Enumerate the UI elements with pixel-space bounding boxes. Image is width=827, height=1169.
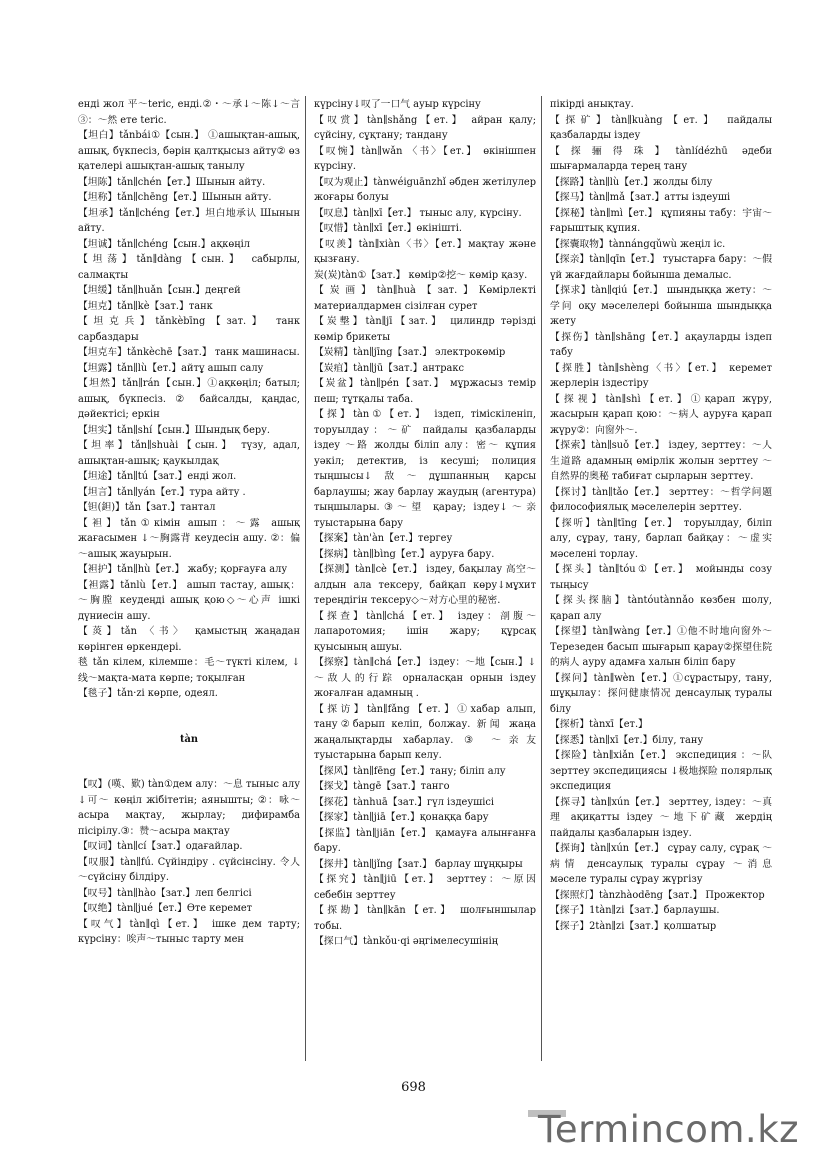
- dictionary-entry: 【探求】tàn∥qiú【ет.】 шындыққа жету：～学问 оқу мәселелері бойынша шындыққа жету: [550, 285, 772, 327]
- dictionary-entry: 【菼】tǎn 〈书〉 қамыстың жаңадан көрінген өркендері.: [78, 626, 300, 653]
- dictionary-entry: 【炭疽】tàn∥jū【зат.】антракс: [314, 362, 464, 374]
- dictionary-entry: 【探秘】tàn∥mì【ет.】 құпияны табу：宇宙～ғарыштық құпия.: [550, 207, 772, 234]
- dictionary-entry: 【坦克车】tǎnkèchē【зат.】 танк машинасы.: [78, 347, 300, 358]
- dictionary-entry: 【坦途】tǎn∥tú【зат.】енді жол.: [78, 471, 237, 482]
- dictionary-entry: 【叹号】tàn∥hào【зат.】леп белгісі: [78, 887, 252, 899]
- page-number: 698: [401, 1080, 426, 1095]
- dictionary-entry: 【坦露】tǎn∥lù【ет.】айтұ ашып салу: [78, 362, 264, 374]
- section-heading: tàn: [180, 733, 198, 745]
- dictionary-entry: 【探照灯】tànzhàodēng【зат.】 Прожектор: [550, 889, 765, 901]
- dictionary-entry: 【坦克兵】tǎnkèbīng【зат.】 танк сарбаздары: [78, 316, 300, 343]
- dictionary-entry: 【炭画】tàn∥huà【зат.】Көмірлекті материалдармен сізілған сурет: [314, 285, 536, 312]
- dictionary-entry: 【探马】tàn∥mǎ【зат.】атты іздеуші: [550, 192, 731, 203]
- dictionary-entry: 【探询】tàn∥xún【ет.】 сұрау салу, сұрақ ～病情 денсаулық туралы сұрау ～消息 мәселе туралы сұрау жүргізу: [550, 843, 772, 885]
- dictionary-entry: 【探病】tàn∥bìng【ет.】ауруға бару.: [314, 548, 495, 560]
- dictionary-entry: 【探骊得珠】tànlídézhū әдеби шығармаларда терең тану: [550, 145, 772, 172]
- dictionary-entry: 【袒】tǎn①кімін ашып：～露 ашық жағасымен ↓～胸露背 кеудесін ашу. ②：偏～ашық жауырын.: [78, 517, 300, 560]
- dictionary-entry: 【探悉】tàn∥xī【ет.】білу, тану: [550, 734, 704, 746]
- dictionary-column-2: [314, 97, 536, 1060]
- dictionary-entry: 【钽(鉭)】tǎn【зат.】тантал: [78, 502, 216, 513]
- dictionary-column-3: [550, 97, 772, 1060]
- dictionary-entry: 【探伤】tàn∥shāng【ет.】ақауларды іздеп табу: [550, 331, 772, 358]
- dictionary-entry: 【坦然】tǎn∥rán【сын.】①ақкөңіл; батыл; ашық, бүкпесіз. ② байсалды, қаңдас, дәйектісі; еркін: [78, 378, 300, 420]
- dictionary-entry: 【探子】2tàn∥zi【зат.】қолшатыр: [550, 920, 717, 932]
- dictionary-entry: 【炭盆】tàn∥pén【зат.】 мұржасыз темір пеш; тұтқалы таба.: [314, 378, 536, 405]
- dictionary-entry: 【探花】tànhuā【зат.】гүл іздеушісі: [314, 796, 494, 808]
- dictionary-entry: 【袒护】tǎn∥hù【ет.】 жабу; қорғауға алу: [78, 564, 288, 575]
- dictionary-entry: 【探视】tàn∥shì【ет.】①қарап жүру, жасырын қарап қою：～病人 ауруға қарап жүру②：向窗外～.: [550, 393, 772, 436]
- dictionary-entry: 【探戈】tàngē【зат.】танго: [314, 781, 450, 792]
- dictionary-entry: 【探望】tàn∥wàng【ет.】①他不时地向窗外～Терезеден басып шығарып қарау②探望住院的病人 ауру адамға халын біліп бару: [550, 626, 772, 668]
- dictionary-entry: 【探案】tàn'àn【ет.】тергеу: [314, 533, 453, 544]
- dictionary-entry: 炭(炭)tàn①【зат.】 көмір②挖～ көмір қазу.: [314, 269, 528, 281]
- dictionary-entry: 【毯子】tǎn·zi көрпе, одеял.: [78, 688, 218, 699]
- dictionary-entry: 【探监】tàn∥jiān【ет.】 қамауға алынғанға бару.: [314, 827, 536, 854]
- dictionary-entry: 【探寻】tàn∥xún【ет.】 зерттеу, іздеу：～真理 ақиқатты іздеу ～地下矿藏 жердің пайдалы қазбаларын іздеу.: [550, 796, 772, 839]
- dictionary-entry: 【探子】1tàn∥zi【зат.】барлаушы.: [550, 905, 720, 916]
- dictionary-entry: 【探析】tànxī【ет.】: [550, 719, 648, 730]
- dictionary-entry: 【炭精】tàn∥jīng【зат.】 электрокөмір: [314, 347, 506, 358]
- dictionary-entry: 【袒露】tǎnlù【ет.】 ашып тастау, ашық：～胸膛 кеудеңді ашық қою◇～心声 ішкі дүниесін ашу.: [78, 579, 300, 622]
- dictionary-entry: пікірді анықтау.: [550, 99, 634, 110]
- dictionary-entry: 【探头】tàn∥tóu①【ет.】 мойынды созу тыңысу: [550, 564, 772, 591]
- dictionary-entry: 【叹气】tàn∥qì【ет.】 ішке дем тарту; күрсіну：唉声～тыныс тарту мен: [78, 918, 300, 945]
- dictionary-entry: күрсіну↓叹了一口气 ауыр күрсіну: [314, 99, 481, 110]
- column-divider: [541, 96, 542, 1061]
- dictionary-entry: 【探讨】tàn∥tǎo【ет.】 зерттеу：～哲学问题 философиялық мәселелерін зерттеу.: [550, 486, 772, 513]
- dictionary-entry: 【坦率】tǎn∥shuài【сын.】 түзу, адал, ашықтан-ашық; қаукылдақ: [78, 440, 300, 467]
- dictionary-entry: 【坦陈】tǎn∥chén【ет.】Шынын айту.: [78, 176, 266, 188]
- dictionary-entry: 【叹息】tàn∥xī【ет.】 тыныс алу, күрсіну.: [314, 207, 522, 219]
- dictionary-entry: 【探囊取物】tànnángqǔwù жеңіл іс.: [550, 238, 726, 250]
- dictionary-entry: 【探险】tàn∥xiǎn【ет.】 экспедиция ：～队 зерттеу экспедициясы ↓极地探险 полярлық экспедиция: [550, 750, 772, 792]
- dictionary-entry: енді жол 平～teric, енді.②・～承↓～陈↓～言③：～然 ете teric.: [78, 99, 300, 126]
- dictionary-entry: 【探测】tàn∥cè【ет.】 іздеу, бақылау 高空～алдын ала тексеру, байқап көру↓мұхит тереңдігін тексеру◇～对方心里的秘密.: [314, 564, 536, 606]
- dictionary-entry: 【坦称】tǎn∥chēng【ет.】Шынын айту.: [78, 192, 272, 203]
- dictionary-entry: 【探察】tàn∥chá【ет.】 іздеу：～地【сын.】↓～敌人的行踪 орналасқан орнын іздеу жоғалған адамның .: [314, 657, 536, 699]
- watermark-text: Termincom.kz: [538, 1108, 800, 1151]
- termincom-watermark: [528, 1100, 808, 1160]
- dictionary-entry: 【探勘】tàn∥kān【ет.】 шолғыншылар тобы.: [314, 905, 536, 932]
- dictionary-entry: 【叹绝】tàn∥jué【ет.】Өте керемет: [78, 903, 253, 914]
- dictionary-entry: 【叹为观止】tànwéiguānzhǐ әбден жетілулер жоғары болуы: [314, 176, 536, 203]
- column-divider: [305, 96, 306, 1061]
- dictionary-entry: 【探矿】tàn∥kuàng【ет.】 пайдалы қазбаларды іздеу: [550, 114, 772, 141]
- dictionary-entry: 【坦承】tǎn∥chéng【ет.】坦白地承认 Шынын айту.: [78, 207, 300, 234]
- dictionary-column-1: [78, 97, 300, 1060]
- dictionary-entry: 【叹惋】tàn∥wǎn 〈书〉【ет.】 өкінішпен күрсіну.: [314, 145, 536, 172]
- dictionary-entry: 【探查】tàn∥chá【ет.】 іздеу：剖腹～ лапаротомия; ішін жару; құрсақ қуысының ашуы.: [314, 610, 536, 653]
- dictionary-entry: 【探亲】tàn∥qīn【ет.】 туыстарға бару：～假 үй жағдайлары бойынша демалыс.: [550, 254, 772, 281]
- dictionary-entry: 【叹赏】tàn∥shǎng【ет.】 айран қалу; сүйсіну, сұқтану; тандану: [314, 114, 536, 141]
- dictionary-entry: 【探】tàn①【ет.】 іздеп, тіміскіленіп, торуылдау：～矿 пайдалы қазбаларды іздеу ～路 жолды біліп алу：密～ құпия уәкіл; детектив, із кесуші; полиция тыңшысы↓敌～дұшпанның қарсы барлаушы; жау барлау жаудың (агентура) тыңшылары.③～望 қарау; іздеу↓～亲 туыстарына бару: [314, 409, 536, 529]
- dictionary-entry: 【探访】tàn∥fǎng【ет.】①хабар алып, тану②барып келіп, болжау. 新闻 жаңа жаңалықтарды хабарлау. ③ ～亲友 туыстарына барып келу.: [314, 703, 536, 761]
- dictionary-entry: 【探风】tàn∥fēng【ет.】тану; біліп алу: [314, 765, 506, 777]
- dictionary-entry: 【坦实】tǎn∥shí【сын.】Шындық беру.: [78, 424, 271, 436]
- dictionary-entry: 【探头探脑】tàntóutànnǎo көзбен шолу, қарап алу: [550, 595, 772, 622]
- dictionary-entry: 【坦荡】tǎn∥dàng【сын.】 сабырлы, салмақты: [78, 254, 300, 281]
- dictionary-entry: 【坦缓】tǎn∥huǎn【сын.】деңгей: [78, 285, 241, 296]
- dictionary-entry: 【探胜】tàn∥shèng〈书〉【ет.】 керемет жерлерін іздестіру: [550, 362, 772, 389]
- dictionary-entry: 【探问】tàn∥wèn【ет.】①сұрастыру, тану, шұқылау：探问健康情况 денсаулық туралы білу: [550, 672, 772, 715]
- dictionary-entry: 【炭墼】tàn∥jī【зат.】 цилиндр тәрізді көмір брикеты: [314, 316, 536, 343]
- dictionary-entry: 【坦诚】tǎn∥chéng【сын.】ақкөңіл: [78, 238, 250, 250]
- dictionary-entry: 【探路】tàn∥lù【ет.】жолды білу: [550, 176, 713, 188]
- dictionary-entry: 【探家】tàn∥jiā【ет.】қонаққа бару: [314, 812, 489, 823]
- dictionary-entry: 【探井】tàn∥jǐng【зат.】 барлау шұңқыры: [314, 858, 523, 870]
- dictionary-entry: 毯 tǎn кілем, кілемше：毛～түкті кілем, ↓线～мақта-мата көрпе; тоқылған: [78, 657, 300, 684]
- dictionary-entry: 【探究】tàn∥jiū【ет.】 зерттеу：～原因 себебін зерттеу: [314, 874, 536, 901]
- dictionary-entry: 【坦言】tǎn∥yán【ет.】тура айту .: [78, 486, 246, 498]
- dictionary-entry: 【叹】(嘆、歎) tàn①дем алу：～息 тыныс алу ↓可～ көңіл жібітетін; аянышты; ②：咏～асыра мақтау, жырлау; дифирамба пісірілу.③：赞～асыра мақтау: [78, 779, 300, 837]
- dictionary-entry: 【探索】tàn∥suǒ【ет.】 іздеу, зерттеу：～人生道路 адамның өмірлік жолын зерттеу ～自然界的奥秘 табиғат сырларын зерттеу.: [550, 440, 772, 482]
- dictionary-entry: 【叹服】tàn∥fú. Сүйіндіру . сүйсінсіну. 令人～сүйсіну білдіру.: [78, 856, 300, 883]
- dictionary-entry: 【坦白】tǎnbái①【сын.】 ①ашықтан-ашық, ашық, бүкпесіз, бәрін қалтқысыз айту② өз қателері ашықтан-ашық танылу: [78, 130, 300, 172]
- dictionary-entry: 【叹羡】tàn∥xiàn〈书〉【ет.】мақтау және қызғану.: [314, 238, 536, 265]
- dictionary-entry: 【叹词】tàn∥cí【зат.】одағайлар.: [78, 841, 243, 852]
- dictionary-entry: 【叹惜】tàn∥xī【ет.】өкінішті.: [314, 223, 462, 234]
- dictionary-entry: 【坦克】tǎn∥kè【зат.】танк: [78, 300, 213, 312]
- dictionary-entry: 【探口气】tànkǒu·qi әңгімелесушінің: [314, 936, 499, 947]
- dictionary-entry: 【探听】tàn∥tīng【ет.】 торуылдау, біліп алу, сұрау, тану, барлап байқау：～虚实 мәселені торлау.: [550, 517, 772, 560]
